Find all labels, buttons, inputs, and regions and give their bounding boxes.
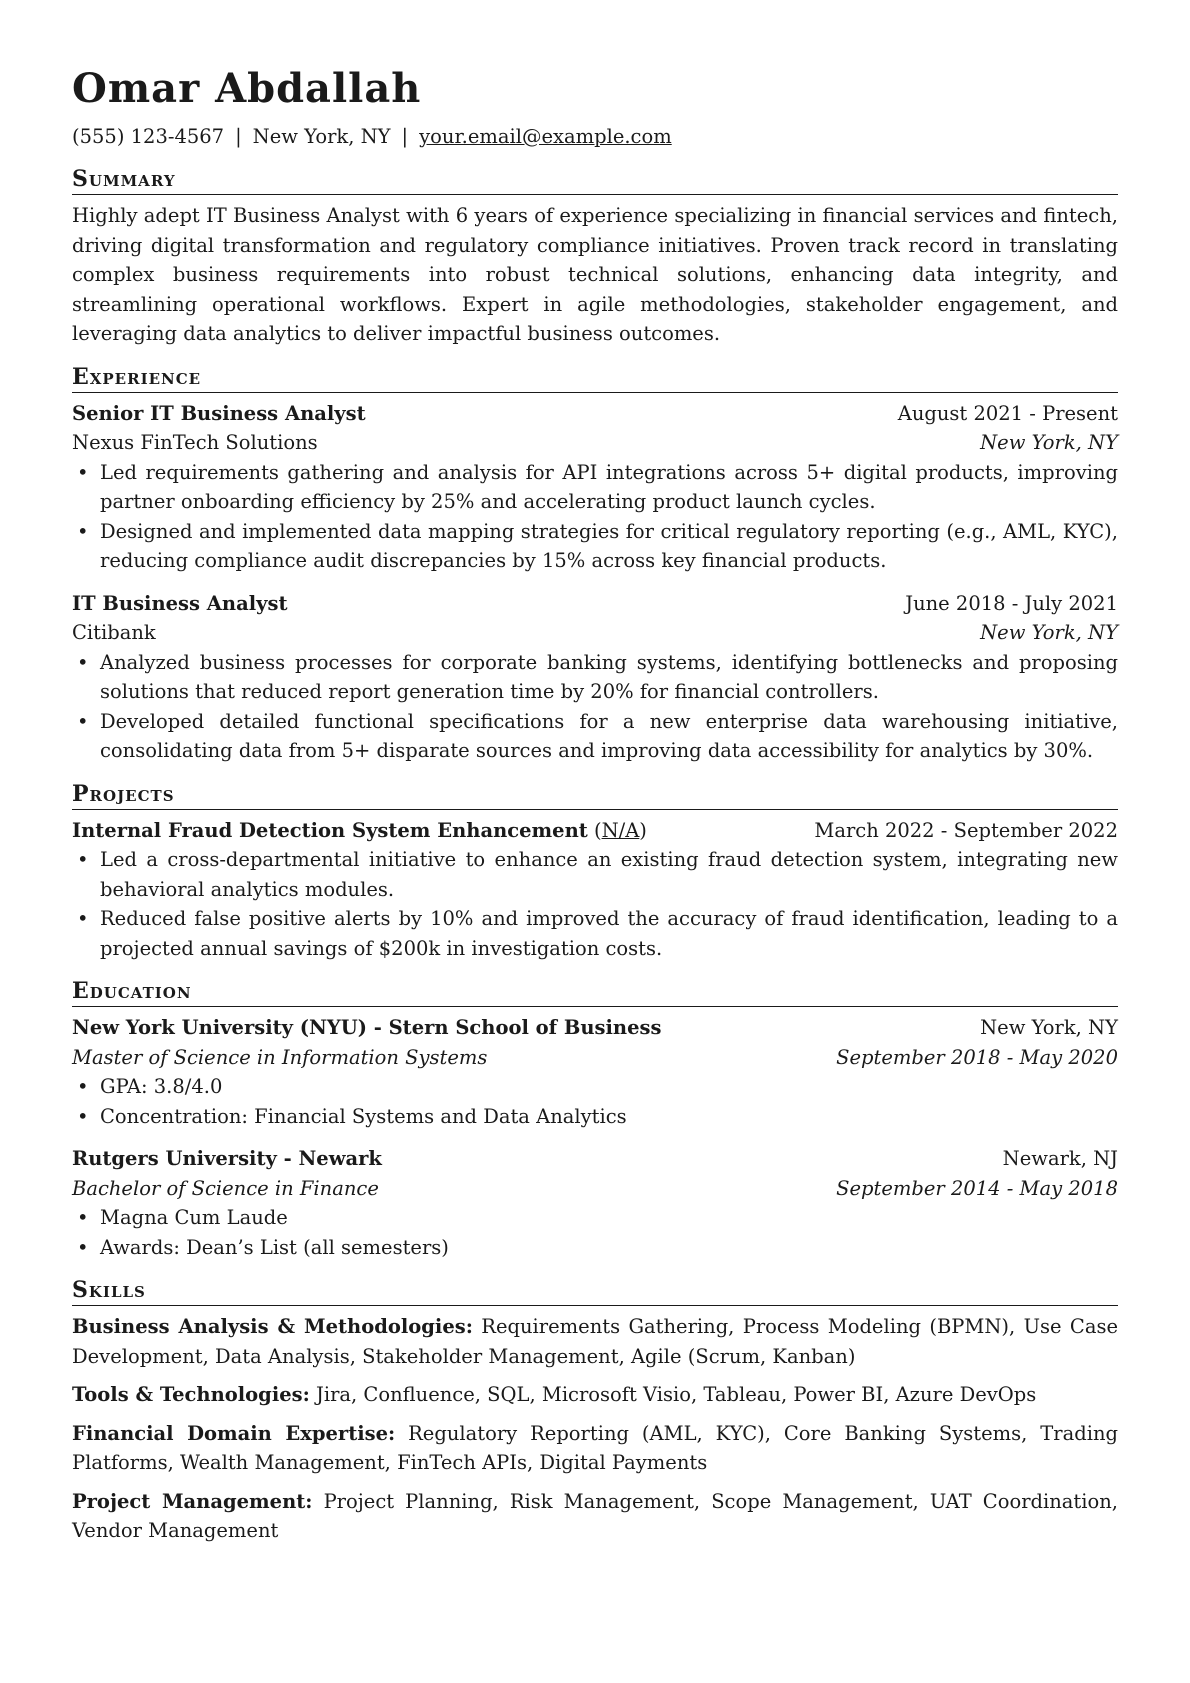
section-title-education: Education <box>72 977 1118 1007</box>
summary-section <box>72 165 1118 349</box>
bullet-item: • Designed and implemented data mapping strategies for critical regulatory reporting (e.g., AML, KYC), reducing compliance audit discrepancies by 15% across key financial products. <box>100 517 1118 576</box>
experience-section <box>72 363 1118 766</box>
job-role: IT Business Analyst <box>72 591 288 615</box>
education-entry <box>72 1144 1118 1262</box>
school-name: Rutgers University - Newark <box>72 1147 382 1170</box>
job-header <box>72 589 1118 619</box>
education-entry <box>72 1013 1118 1131</box>
project-entry <box>72 816 1118 964</box>
skill-label: Project Management: <box>72 1489 313 1513</box>
skill-text: Regulatory Reporting (AML, KYC), Core Banking Systems, Trading Platforms, Wealth Management, FinTech APIs, Digital Payments <box>72 1421 1118 1474</box>
skill-label: Business Analysis & Methodologies: <box>72 1315 473 1338</box>
job-location: New York, NY <box>980 621 1118 644</box>
education-subheader <box>72 1174 1118 1204</box>
education-bullets <box>72 1203 1118 1262</box>
email-link[interactable]: your.email@example.com <box>419 125 672 148</box>
job-location: New York, NY <box>980 431 1118 454</box>
section-title-experience: Experience <box>72 363 1118 393</box>
education-dates: September 2018 - May 2020 <box>836 1045 1118 1069</box>
project-header <box>72 816 1118 846</box>
bullet-item: • Led a cross-departmental initiative to enhance an existing fraud detection system, integrating new behavioral analytics modules. <box>100 845 1118 904</box>
bullet-item: • Developed detailed functional specifications for a new enterprise data warehousing initiative, consolidating data from 5+ disparate sources and improving data accessibility for analytics by 30%. <box>100 707 1118 766</box>
section-title-skills: Skills <box>72 1276 1118 1306</box>
candidate-name: Omar Abdallah <box>72 65 422 112</box>
bullet-item: • GPA: 3.8/4.0 <box>100 1072 1118 1102</box>
school-location: Newark, NJ <box>1002 1147 1118 1170</box>
skill-group <box>72 1487 1118 1546</box>
project-link[interactable]: N/A <box>601 818 640 842</box>
school-name: New York University (NYU) - Stern School of Business <box>72 1016 662 1039</box>
section-title-summary: Summary <box>72 165 1118 195</box>
skills-section <box>72 1276 1118 1546</box>
contact-separator: | <box>401 125 409 148</box>
project-dates: March 2022 - September 2022 <box>814 818 1118 842</box>
job-company: Citibank <box>72 621 156 644</box>
education-section <box>72 977 1118 1262</box>
skill-text: Project Planning, Risk Management, Scope Management, UAT Coordination, Vendor Management <box>72 1489 1118 1542</box>
project-title-group: Internal Fraud Detection System Enhancement (N/A) <box>72 818 647 842</box>
education-header <box>72 1144 1118 1174</box>
degree: Master of Science in Information Systems <box>72 1045 488 1069</box>
education-header <box>72 1013 1118 1043</box>
job-header <box>72 399 1118 429</box>
summary-text: Highly adept IT Business Analyst with 6 years of experience specializing in financial services and fintech, driving digital transformation and regulatory compliance initiatives. Proven track record in translating complex business requirements into robust technical solutions, enhancing data integrity, and streamlining operational workflows. Expert in agile methodologies, stakeholder engagement, and leveraging data analytics to deliver impactful business outcomes. <box>72 204 1118 345</box>
education-bullets <box>72 1072 1118 1131</box>
job-company: Nexus FinTech Solutions <box>72 431 318 454</box>
bullet-item: • Awards: Dean’s List (all semesters) <box>100 1233 1118 1263</box>
degree: Bachelor of Science in Finance <box>72 1176 379 1200</box>
bullet-item: • Reduced false positive alerts by 10% and improved the accuracy of fraud identification, leading to a projected annual savings of $200k in investigation costs. <box>100 904 1118 963</box>
contact-line <box>72 123 1118 151</box>
job-entry <box>72 399 1118 576</box>
job-dates: June 2018 - July 2021 <box>905 591 1118 615</box>
skill-text: Jira, Confluence, SQL, Microsoft Visio, Tableau, Power BI, Azure DevOps <box>316 1383 1037 1406</box>
bullet-item: • Led requirements gathering and analysis for API integrations across 5+ digital products, improving partner onboarding efficiency by 25% and accelerating product launch cycles. <box>100 458 1118 517</box>
job-bullets <box>72 648 1118 766</box>
job-subheader <box>72 618 1118 648</box>
skill-label: Financial Domain Expertise: <box>72 1421 396 1445</box>
bullet-item: • Magna Cum Laude <box>100 1203 1118 1233</box>
job-subheader <box>72 428 1118 458</box>
skill-text: Requirements Gathering, Process Modeling (BPMN), Use Case Development, Data Analysis, Stakeholder Management, Agile (Scrum, Kanban) <box>72 1315 1119 1368</box>
projects-section <box>72 780 1118 964</box>
project-bullets <box>72 845 1118 963</box>
job-bullets <box>72 458 1118 576</box>
project-name: Internal Fraud Detection System Enhancement <box>72 818 588 842</box>
bullet-item: • Analyzed business processes for corporate banking systems, identifying bottlenecks and proposing solutions that reduced report generation time by 20% for financial controllers. <box>100 648 1118 707</box>
school-location: New York, NY <box>980 1016 1118 1039</box>
job-role: Senior IT Business Analyst <box>72 401 366 425</box>
location: New York, NY <box>252 125 391 148</box>
education-dates: September 2014 - May 2018 <box>836 1176 1118 1200</box>
skill-group <box>72 1419 1118 1478</box>
contact-separator: | <box>235 125 242 148</box>
education-subheader <box>72 1043 1118 1073</box>
skill-group <box>72 1312 1118 1371</box>
job-entry <box>72 589 1118 766</box>
section-title-projects: Projects <box>72 780 1118 810</box>
skill-label: Tools & Technologies: <box>72 1383 310 1406</box>
job-dates: August 2021 - Present <box>897 401 1118 425</box>
skill-group <box>72 1380 1118 1410</box>
bullet-item: • Concentration: Financial Systems and Data Analytics <box>100 1102 1118 1132</box>
phone-number: (555) 123-4567 <box>72 125 225 148</box>
